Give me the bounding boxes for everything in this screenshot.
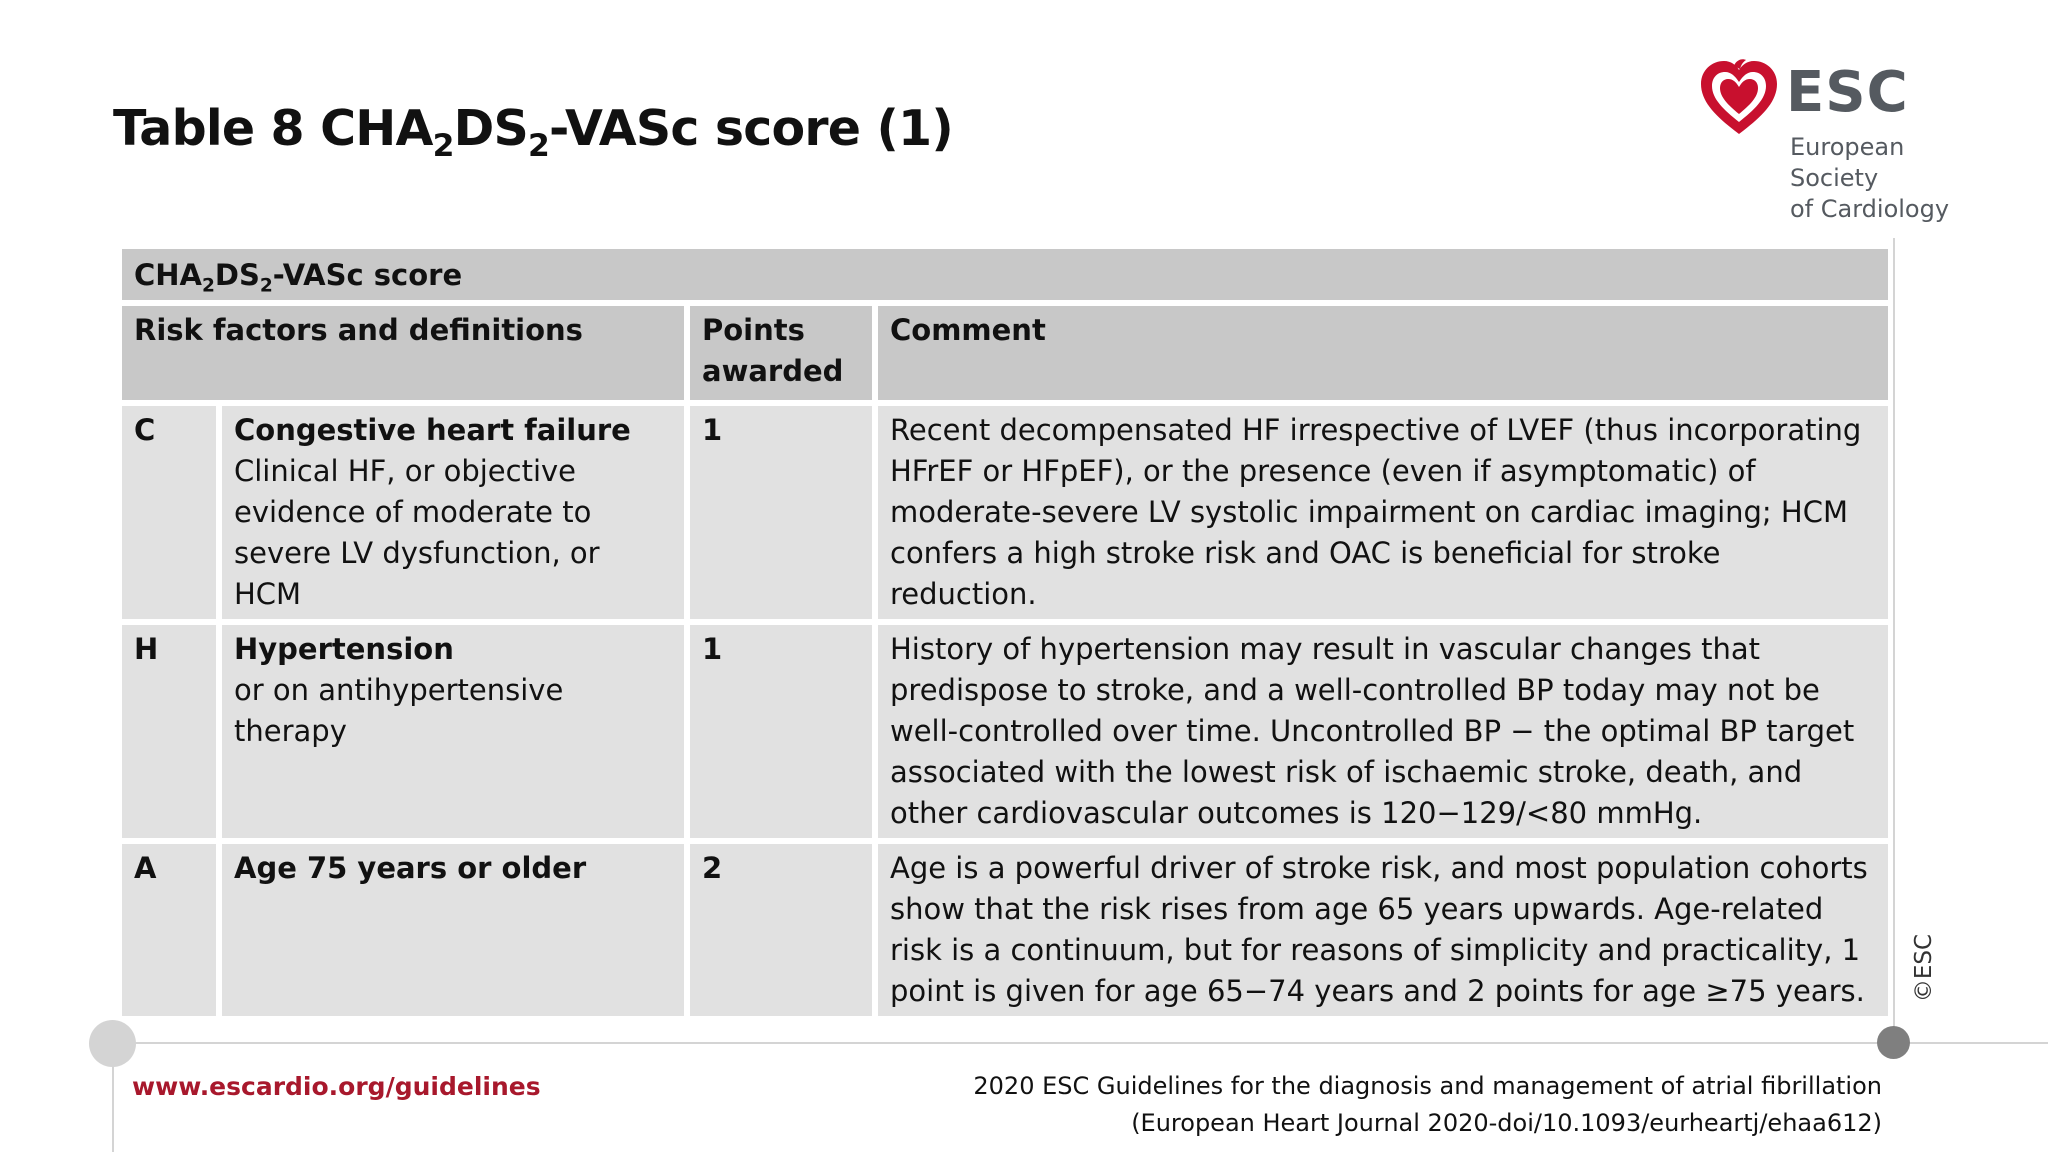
citation-line-1: 2020 ESC Guidelines for the diagnosis and management of atrial fibrillation — [973, 1072, 1882, 1100]
row-factor-name: Hypertension — [234, 632, 454, 666]
footer-divider — [112, 1042, 2048, 1044]
heart-icon — [1698, 58, 1780, 138]
footer-left-dot — [89, 1020, 136, 1067]
row-factor-cell — [222, 625, 684, 838]
guidelines-link[interactable]: www.escardio.org/guidelines — [132, 1072, 541, 1101]
citation — [973, 1068, 1882, 1142]
table-row — [122, 844, 1888, 1016]
table-row — [122, 625, 1888, 838]
row-factor-cell — [222, 844, 684, 1016]
logo-name-line-1: European Society — [1790, 133, 1905, 192]
table-row — [122, 406, 1888, 619]
right-divider — [1893, 238, 1895, 1035]
logo-name-line-2: of Cardiology — [1790, 195, 1950, 223]
footer-right-dot — [1877, 1026, 1910, 1059]
row-points: 2 — [690, 844, 872, 1016]
footer-left-divider — [112, 1060, 114, 1152]
header-comment: Comment — [878, 306, 1888, 400]
row-comment: Age is a powerful driver of stroke risk, and most population cohorts show that the risk rises from age 65 years upwards. Age-related risk is a continuum, but for reasons of simplicity and practicality, 1 point is given for age 65−74 years and 2 points for age ≥75 years. — [878, 844, 1888, 1016]
row-comment: History of hypertension may result in vascular changes that predispose to stroke, and a well-controlled BP today may not be well-controlled over time. Uncontrolled BP − the optimal BP target associated with the lowest risk of ischaemic stroke, death, and other cardiovascular outcomes is 120−129/<80 mmHg. — [878, 625, 1888, 838]
row-letter: C — [122, 406, 216, 619]
row-factor-definition: Clinical HF, or objective evidence of moderate to severe LV dysfunction, or HCM — [234, 454, 600, 611]
esc-logo — [1698, 58, 1998, 223]
citation-line-2: (European Heart Journal 2020-doi/10.1093/eurheartj/ehaa612) — [1131, 1109, 1882, 1137]
copyright-label: ©ESC — [1911, 933, 1937, 1003]
row-points: 1 — [690, 406, 872, 619]
row-factor-name: Congestive heart failure — [234, 413, 631, 447]
row-factor-name: Age 75 years or older — [234, 851, 587, 885]
logo-organization-name — [1790, 132, 2000, 225]
page-title: Table 8 $CHA_2DS_2$-VASc score (1) — [113, 100, 953, 164]
row-factor-definition: or on antihypertensive therapy — [234, 673, 564, 748]
header-risk-factors: Risk factors and definitions — [122, 306, 684, 400]
row-letter: A — [122, 844, 216, 1016]
table-caption-row — [122, 249, 1888, 300]
row-points: 1 — [690, 625, 872, 838]
table-header-row — [122, 306, 1888, 400]
row-factor-cell — [222, 406, 684, 619]
row-comment: Recent decompensated HF irrespective of LVEF (thus incorporating HFrEF or HFpEF), or the presence (even if asymptomatic) of moderate-severe LV systolic impairment on cardiac imaging; HCM confers a high stroke risk and OAC is beneficial for stroke reduction. — [878, 406, 1888, 619]
score-table — [116, 243, 1894, 1022]
logo-abbreviation: ESC — [1786, 60, 1909, 125]
row-letter: H — [122, 625, 216, 838]
header-points: Points awarded — [690, 306, 872, 400]
table-caption: $CHA_2DS_2$-VASc score — [122, 249, 1888, 300]
